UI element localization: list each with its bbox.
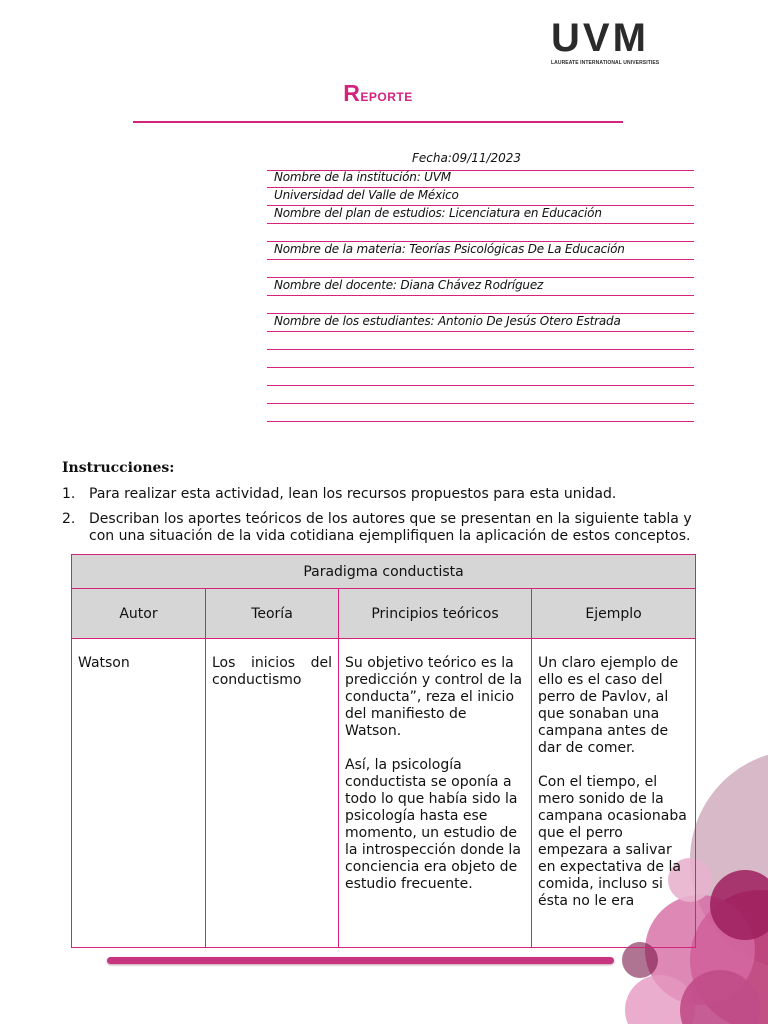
- footer-bar: [107, 957, 614, 964]
- instruction-item: [62, 486, 702, 503]
- column-header-principles: Principios teóricos: [339, 589, 532, 639]
- theory-cell: Los inicios del conductismo: [206, 639, 339, 948]
- form-line: [267, 331, 694, 332]
- students-field: Nombre de los estudiantes: Antonio De Jesús Otero Estrada: [274, 314, 621, 328]
- instructions-heading: Instrucciones:: [62, 460, 175, 476]
- teacher-field: Nombre del docente: Diana Chávez Rodríguez: [274, 278, 544, 292]
- table-title: Paradigma conductista: [72, 555, 696, 589]
- uvm-logo: [551, 18, 667, 66]
- table-row: [72, 639, 696, 948]
- title-divider: [133, 121, 623, 123]
- instruction-item: [62, 511, 702, 544]
- institution-field: Nombre de la institución: UVM: [274, 170, 451, 184]
- example-paragraph: Con el tiempo, el mero sonido de la campana ocasionaba que el perro empezara a salivar en expectativa de la comida, incluso si ésta no le era: [538, 774, 687, 909]
- instruction-text: Para realizar esta actividad, lean los recursos propuestos para esta unidad.: [89, 486, 617, 502]
- form-line: [267, 223, 694, 224]
- principles-paragraph: Su objetivo teórico es la predicción y control de la conducta”, reza el inicio del manifiesto de Watson.: [345, 655, 523, 739]
- form-line: [267, 403, 694, 404]
- form-line: [267, 421, 694, 422]
- instruction-number: 1.: [62, 486, 76, 502]
- instruction-text: Describan los aportes teóricos de los autores que se presentan en la siguiente tabla y con una situación de la vida cotidiana ejemplifiquen la aplicación de estos conceptos.: [89, 511, 692, 544]
- column-header-theory: Teoría: [206, 589, 339, 639]
- report-title: Reporte: [343, 80, 413, 106]
- example-cell: [532, 639, 696, 948]
- example-paragraph: Un claro ejemplo de ello es el caso del perro de Pavlov, al que sonaban una campana antes de dar de comer.: [538, 655, 679, 756]
- author-cell: Watson: [72, 639, 206, 948]
- subject-field: Nombre de la materia: Teorías Psicológicas De La Educación: [274, 242, 625, 256]
- logo-wordmark: UVM: [551, 16, 649, 60]
- date-field: Fecha:09/11/2023: [412, 151, 522, 165]
- logo-subtitle: LAUREATE INTERNATIONAL UNIVERSITIES: [551, 60, 660, 66]
- university-field: Universidad del Valle de México: [274, 188, 459, 202]
- paradigm-table: [71, 554, 696, 948]
- form-line: [267, 295, 694, 296]
- column-header-author: Autor: [72, 589, 206, 639]
- principles-paragraph: Así, la psicología conductista se oponía a todo lo que había sido la psicología hasta ese momento, un estudio de la introspección donde la conciencia era objeto de estudio frecuente.: [345, 757, 521, 892]
- column-header-example: Ejemplo: [532, 589, 696, 639]
- instruction-number: 2.: [62, 511, 76, 527]
- form-line: [267, 367, 694, 368]
- form-line: [267, 349, 694, 350]
- form-line: [267, 385, 694, 386]
- study-plan-field: Nombre del plan de estudios: Licenciatura en Educación: [274, 206, 602, 220]
- form-line: [267, 259, 694, 260]
- principles-cell: [339, 639, 532, 948]
